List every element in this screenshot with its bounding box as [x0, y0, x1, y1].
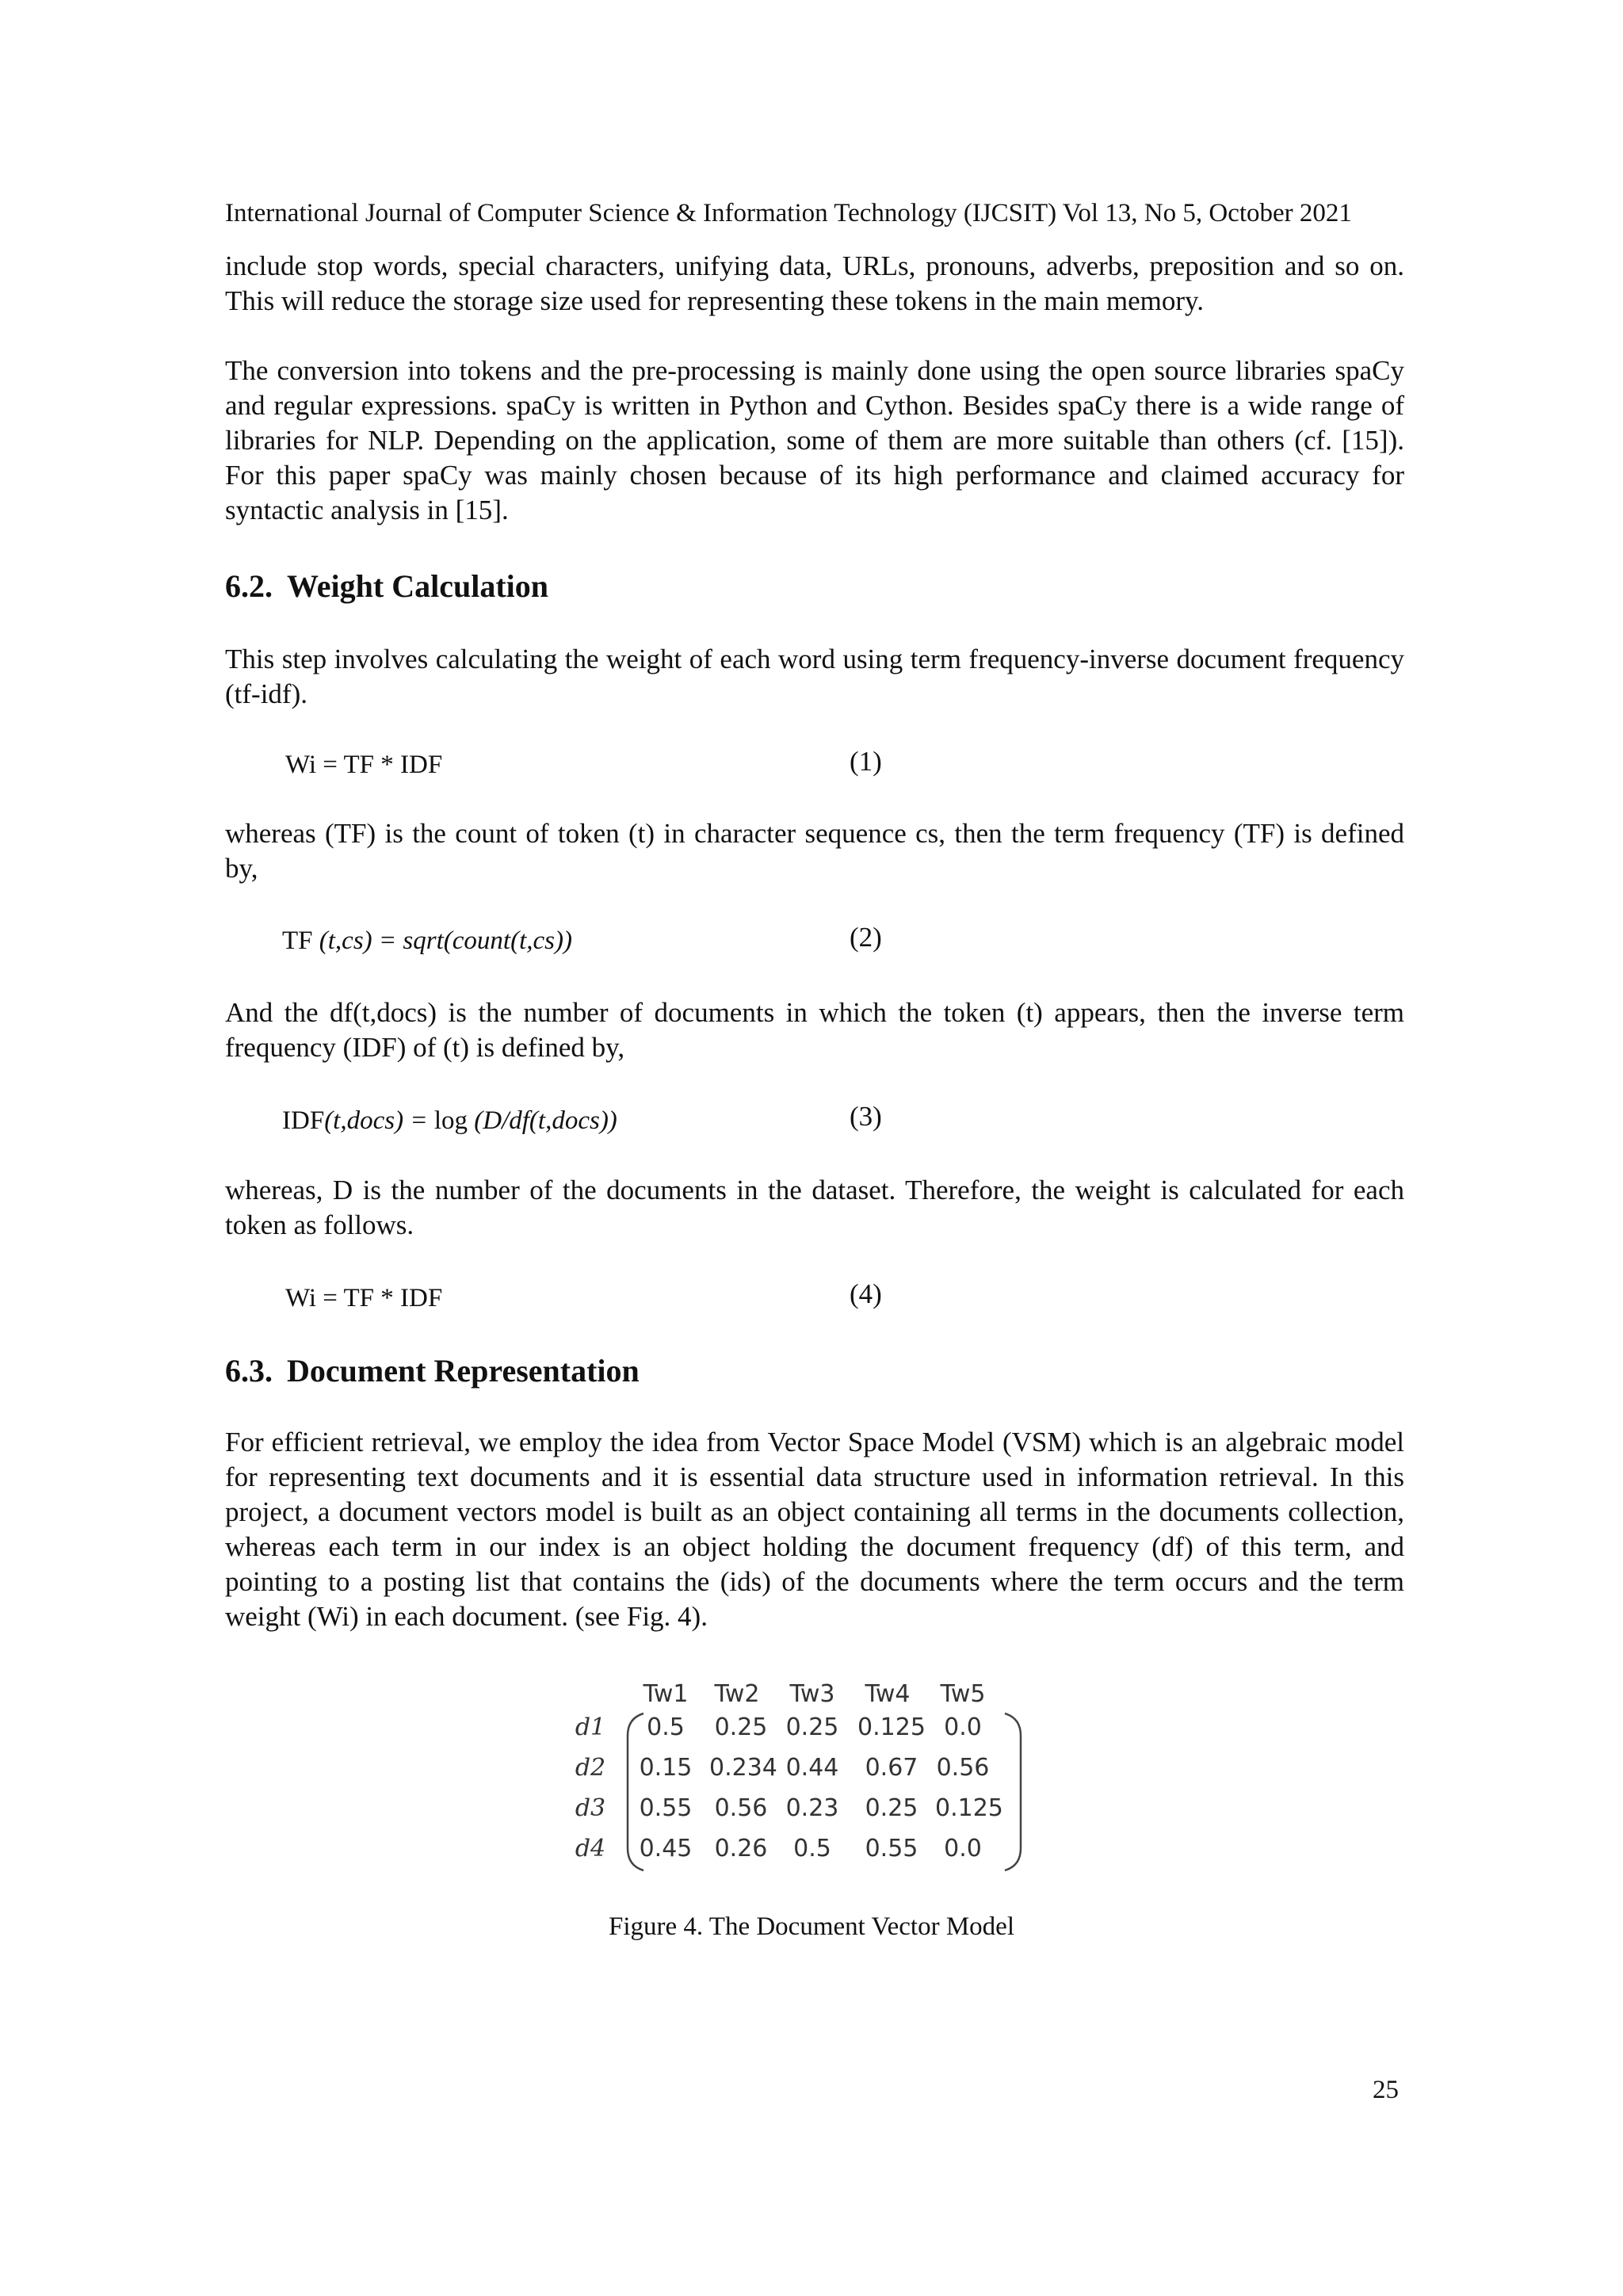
matrix-cell: 0.0 [944, 1713, 982, 1741]
paragraph-tf-definition [225, 816, 1404, 886]
matrix-cell: 0.44 [785, 1754, 839, 1782]
equation-expression: Wi = TF * IDF [285, 751, 443, 779]
section-heading-document-representation [225, 1352, 640, 1390]
matrix-cell: 0.25 [785, 1713, 839, 1741]
matrix-cell: 0.56 [714, 1794, 768, 1822]
matrix-cell: 0.5 [647, 1713, 685, 1741]
equation-number-4: (4) [850, 1278, 882, 1309]
matrix-cell: 0.25 [714, 1713, 768, 1741]
section-title: Document Representation [287, 1353, 640, 1389]
paragraph-text: And the df(t,docs) is the number of documents in which the token (t) appears, then the inverse term frequency (IDF) of (t) is defined by, [225, 997, 1404, 1063]
paragraph-text: whereas (TF) is the count of token (t) in character sequence cs, then the term frequency (TF) is defined by, [225, 818, 1404, 884]
paragraph-text: whereas, D is the number of the documents in the dataset. Therefore, the weight is calculated for each token as follows. [225, 1175, 1404, 1240]
matrix-cell: 0.5 [793, 1835, 831, 1862]
matrix-cell: 0.15 [639, 1754, 693, 1782]
matrix-cell: 0.234 [709, 1754, 777, 1782]
matrix-cell: 0.45 [639, 1835, 693, 1862]
matrix-row-label: d2 [575, 1754, 606, 1782]
equation-1 [285, 748, 442, 781]
paragraph-text: The conversion into tokens and the pre-processing is mainly done using the open source libraries spaCy and regular expressions. spaCy is written in Python and Cython. Besides spaCy there is a wide range of libraries for NLP. Depending on the application, some of them are more suitable than others (cf. [15]). For this paper spaCy was mainly chosen because of its high performance and claimed accuracy for syntactic analysis in [15]. [225, 355, 1404, 525]
paragraph-text: include stop words, special characters, unifying data, URLs, pronouns, adverbs, preposition and so on. This will reduce the storage size used for representing these tokens in the main memory. [225, 250, 1404, 316]
section-title: Weight Calculation [287, 568, 549, 604]
paragraph-dataset-d [225, 1173, 1404, 1243]
paragraph-text: This step involves calculating the weight of each word using term frequency-inverse document frequency (tf-idf). [225, 644, 1404, 709]
equation-expression: Wi = TF * IDF [285, 1284, 443, 1312]
matrix-column-header: Tw4 [865, 1680, 911, 1708]
equation-number-3: (3) [850, 1101, 882, 1132]
matrix-cell: 0.67 [865, 1754, 918, 1782]
section-number: 6.2. [225, 568, 273, 604]
running-header: International Journal of Computer Science & Information Technology (IJCSIT) Vol 13, No 5, October 2021 [225, 199, 1352, 227]
equation-log: log [433, 1106, 468, 1135]
matrix-cell: 0.23 [785, 1794, 839, 1822]
matrix-cell: 0.56 [936, 1754, 990, 1782]
matrix-cell: 0.125 [935, 1794, 1003, 1822]
document-vector-matrix [555, 1672, 1046, 1878]
page-number: 25 [1373, 2076, 1399, 2104]
matrix-cell: 0.26 [714, 1835, 768, 1862]
figure-caption: Figure 4. The Document Vector Model [608, 1912, 1014, 1941]
matrix-row-label: d4 [575, 1835, 606, 1862]
section-heading-weight-calculation [225, 567, 548, 606]
matrix-row-label: d1 [575, 1713, 606, 1741]
equation-number-1: (1) [850, 746, 882, 777]
matrix-column-header: Tw3 [789, 1680, 835, 1708]
paragraph-text: For efficient retrieval, we employ the idea from Vector Space Model (VSM) which is an algebraic model for representing text documents and it is essential data structure used in information retrieval. In this project, a document vectors model is built as an object containing all terms in the documents collection, whereas each term in our index is an object holding the document frequency (df) of this term, and pointing to a posting list that contains the (ids) of the documents where the term occurs and the term weight (Wi) in each document. (see Fig. 4). [225, 1427, 1404, 1632]
equation-4 [285, 1282, 442, 1315]
matrix-column-header: Tw5 [940, 1680, 986, 1708]
matrix-cell: 0.125 [857, 1713, 926, 1741]
matrix-row-label: d3 [575, 1794, 606, 1822]
equation-3 [282, 1104, 617, 1137]
equation-lhs: IDF [282, 1106, 325, 1135]
paragraph-stop-words [225, 249, 1404, 319]
matrix-cell: 0.25 [865, 1794, 918, 1822]
matrix-cell: 0.0 [944, 1835, 982, 1862]
equation-args: (t,docs) = [324, 1106, 428, 1135]
equation-number-2: (2) [850, 922, 882, 953]
paragraph-vsm [225, 1425, 1404, 1634]
equation-rhs: (D/df(t,docs)) [474, 1106, 617, 1135]
paragraph-spacy [225, 353, 1404, 528]
equation-lhs: TF [282, 926, 313, 955]
section-number: 6.3. [225, 1353, 273, 1389]
matrix-column-header: Tw1 [643, 1680, 689, 1708]
paragraph-idf-definition [225, 995, 1404, 1065]
matrix-cell: 0.55 [865, 1835, 918, 1862]
matrix-cell: 0.55 [639, 1794, 693, 1822]
matrix-column-header: Tw2 [714, 1680, 760, 1708]
equation-2 [282, 924, 572, 957]
equation-rhs: (t,cs) = sqrt(count(t,cs)) [319, 926, 572, 955]
paragraph-tfidf-intro [225, 642, 1404, 712]
